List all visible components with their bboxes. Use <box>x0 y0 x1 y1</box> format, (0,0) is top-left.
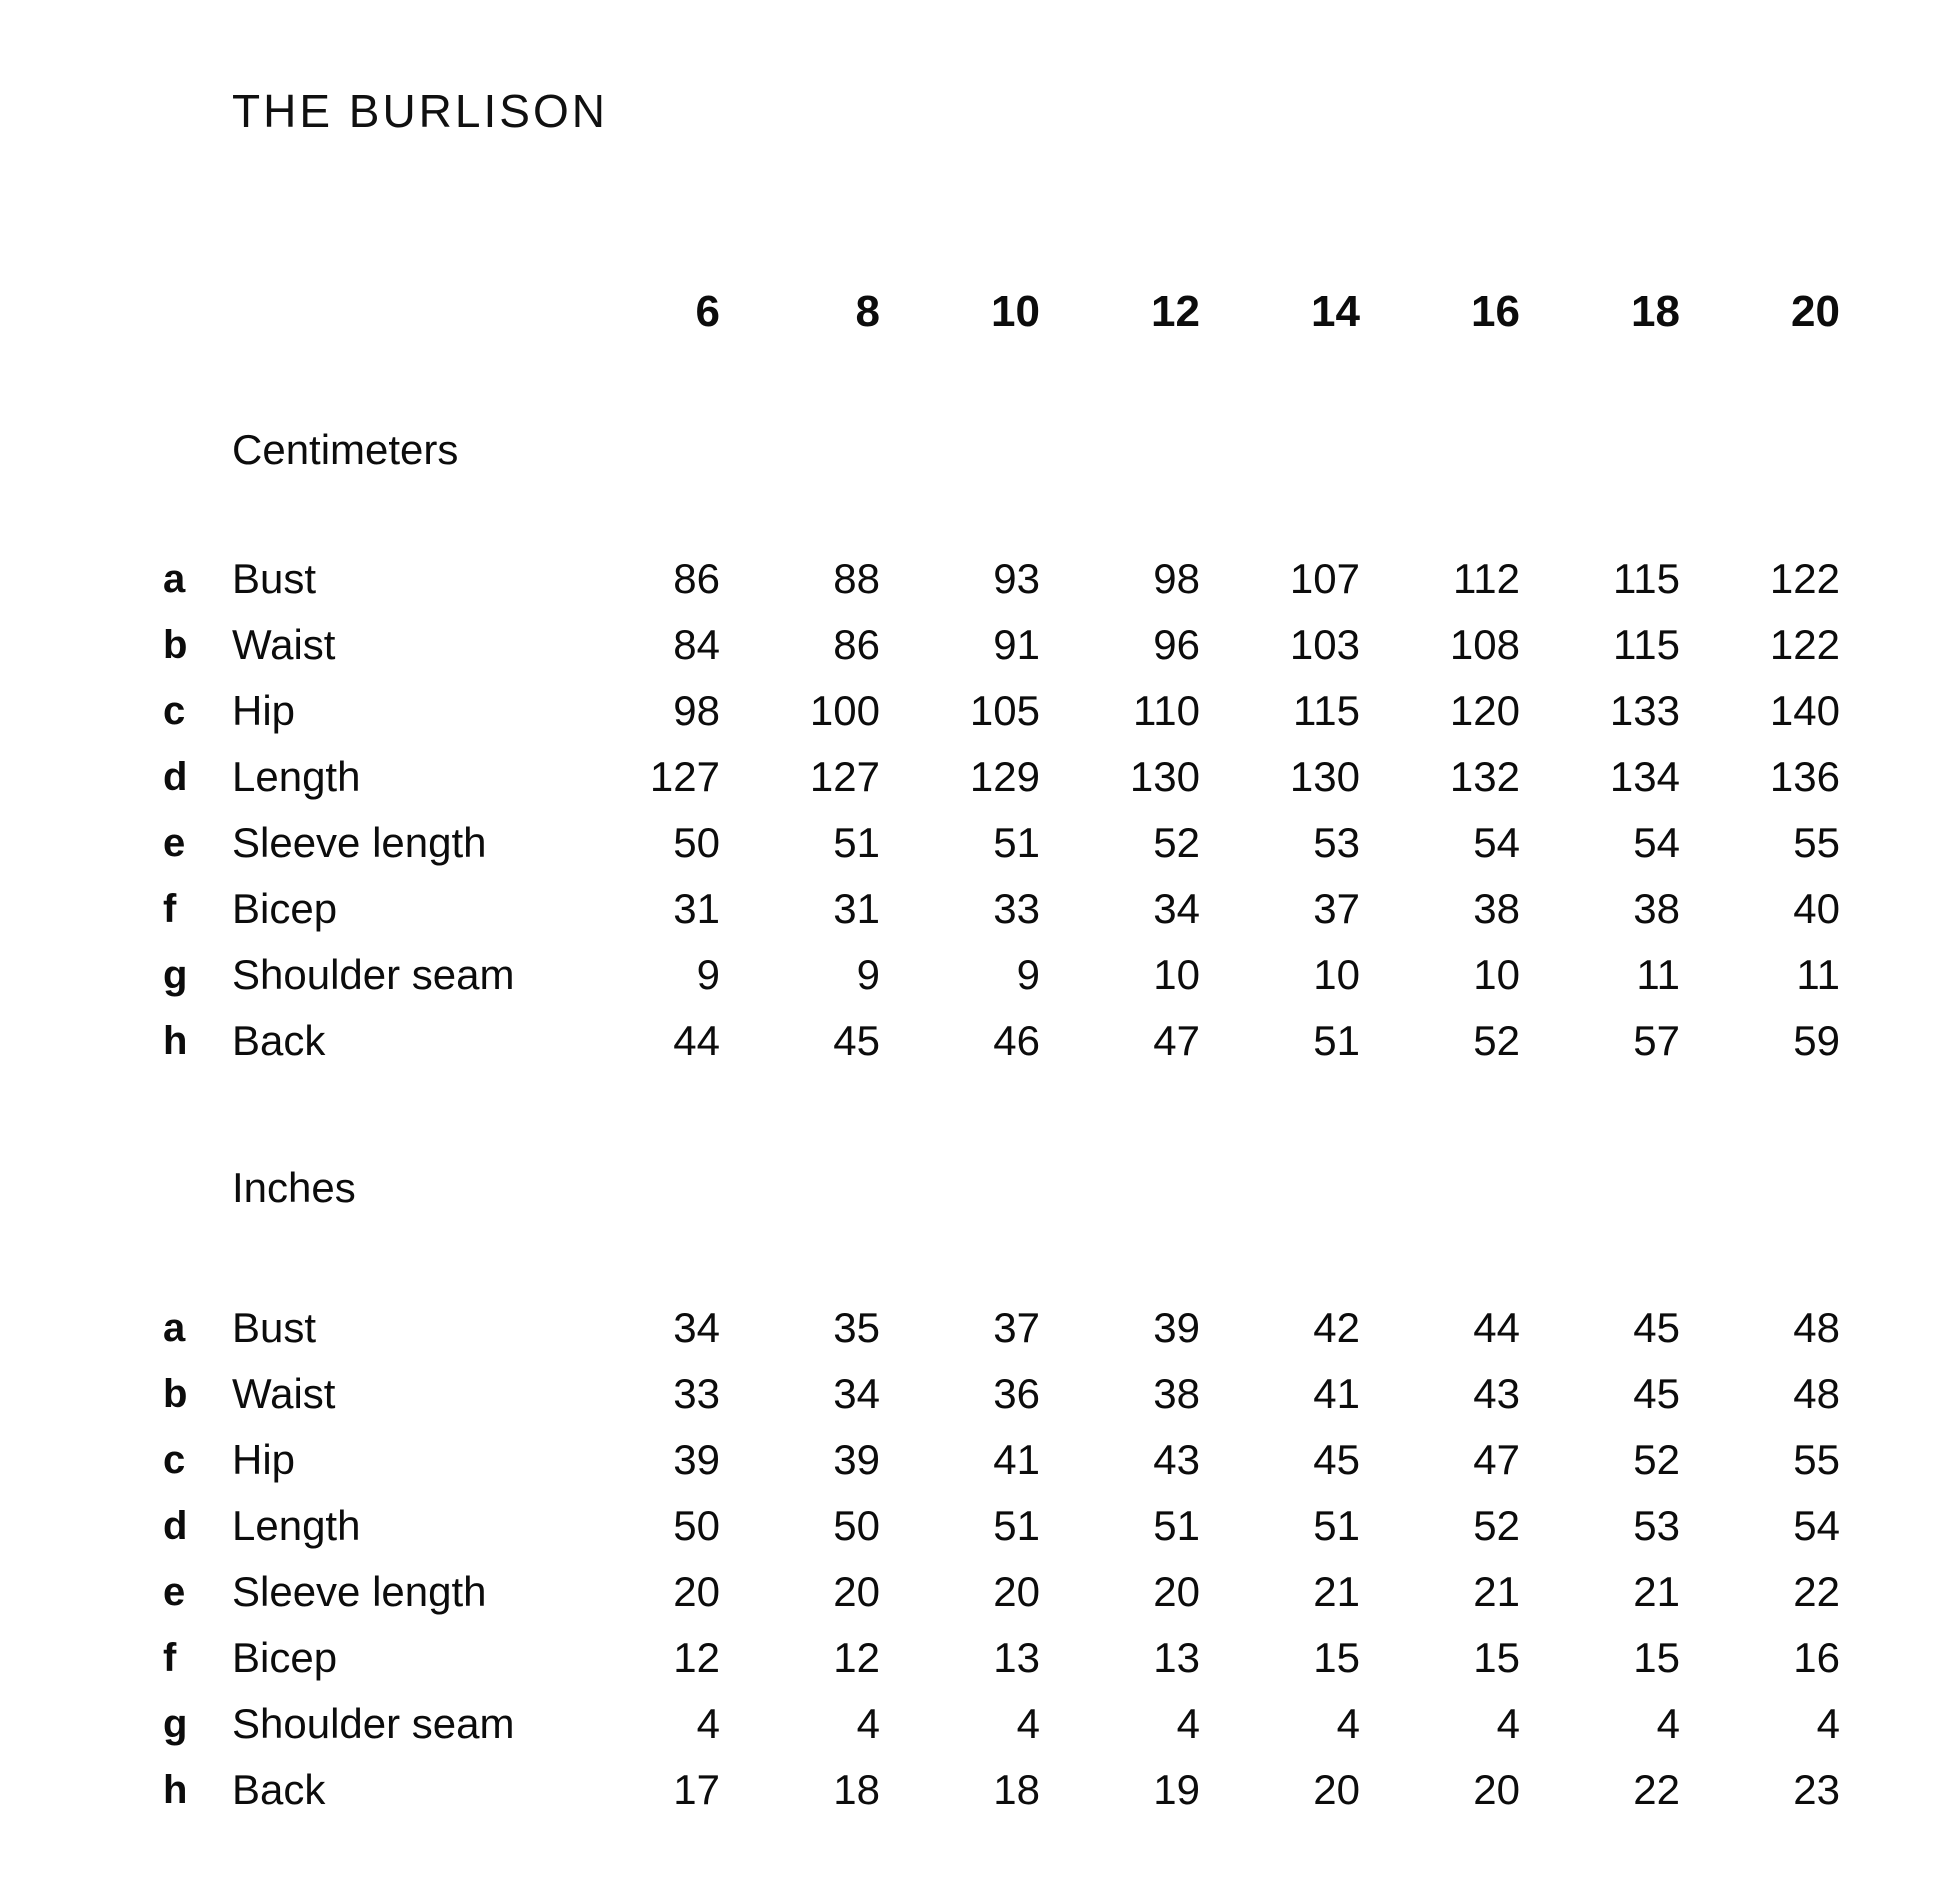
value-cell: 51 <box>993 1502 1040 1549</box>
value-cell: 59 <box>1793 1017 1840 1064</box>
value-cell: 10 <box>1473 951 1520 998</box>
value-cell: 130 <box>1289 753 1360 800</box>
value-cell: 4 <box>696 1700 720 1747</box>
row-letter: d <box>163 1504 188 1548</box>
value-cell: 136 <box>1769 753 1840 800</box>
value-cell: 134 <box>1609 753 1680 800</box>
value-cell: 4 <box>1176 1700 1200 1747</box>
row-label: Length <box>232 753 361 800</box>
row-label: Bust <box>232 555 317 602</box>
row-label: Back <box>232 1766 326 1813</box>
row-label: Waist <box>232 621 336 668</box>
value-cell: 108 <box>1449 621 1520 668</box>
row-label: Length <box>232 1502 361 1549</box>
value-cell: 20 <box>673 1568 720 1615</box>
unit-label-row <box>150 417 1946 483</box>
value-cell: 37 <box>993 1304 1040 1351</box>
value-cell: 39 <box>673 1436 720 1483</box>
table-row <box>150 1427 1946 1493</box>
row-letter: d <box>163 755 188 799</box>
value-cell: 51 <box>1153 1502 1200 1549</box>
row-letter: g <box>163 1702 188 1746</box>
value-cell: 103 <box>1289 621 1360 668</box>
value-cell: 120 <box>1449 687 1520 734</box>
value-cell: 20 <box>833 1568 880 1615</box>
value-cell: 53 <box>1633 1502 1680 1549</box>
value-cell: 35 <box>833 1304 880 1351</box>
value-cell: 86 <box>833 621 880 668</box>
table-row <box>150 1295 1946 1361</box>
value-cell: 11 <box>1796 951 1840 998</box>
value-cell: 46 <box>993 1017 1040 1064</box>
value-cell: 52 <box>1633 1436 1680 1483</box>
value-cell: 22 <box>1793 1568 1840 1615</box>
value-cell: 132 <box>1449 753 1520 800</box>
value-cell: 17 <box>673 1766 720 1813</box>
value-cell: 15 <box>1313 1634 1360 1681</box>
table-row <box>150 1691 1946 1757</box>
value-cell: 13 <box>1153 1634 1200 1681</box>
value-cell: 39 <box>833 1436 880 1483</box>
table-row <box>150 678 1946 744</box>
value-cell: 4 <box>1656 1700 1680 1747</box>
table-row <box>150 810 1946 876</box>
row-letter: g <box>163 953 188 997</box>
value-cell: 91 <box>993 621 1040 668</box>
value-cell: 51 <box>1313 1502 1360 1549</box>
value-cell: 33 <box>993 885 1040 932</box>
row-letter: h <box>163 1019 188 1063</box>
value-cell: 54 <box>1793 1502 1840 1549</box>
row-label: Hip <box>232 687 296 734</box>
value-cell: 98 <box>673 687 720 734</box>
value-cell: 54 <box>1633 819 1680 866</box>
value-cell: 52 <box>1473 1502 1520 1549</box>
value-cell: 110 <box>1133 687 1200 734</box>
section-centimeters <box>150 417 1946 1074</box>
value-cell: 34 <box>833 1370 880 1417</box>
value-cell: 22 <box>1633 1766 1680 1813</box>
value-cell: 133 <box>1609 687 1680 734</box>
row-label: Shoulder seam <box>232 951 515 998</box>
table-row <box>150 1493 1946 1559</box>
value-cell: 4 <box>1016 1700 1040 1747</box>
row-label: Shoulder seam <box>232 1700 515 1747</box>
value-cell: 55 <box>1793 819 1840 866</box>
section-rows <box>150 546 1946 1074</box>
value-cell: 50 <box>673 1502 720 1549</box>
row-letter: b <box>163 1372 188 1416</box>
value-cell: 31 <box>833 885 880 932</box>
table-row <box>150 942 1946 1008</box>
value-cell: 115 <box>1293 687 1360 734</box>
row-letter: b <box>163 623 188 667</box>
value-cell: 12 <box>673 1634 720 1681</box>
value-cell: 31 <box>673 885 720 932</box>
value-cell: 39 <box>1153 1304 1200 1351</box>
row-label: Bicep <box>232 885 338 932</box>
row-letter: f <box>163 887 177 931</box>
section-inches <box>150 1155 1946 1823</box>
value-cell: 36 <box>993 1370 1040 1417</box>
value-cell: 20 <box>993 1568 1040 1615</box>
value-cell: 47 <box>1473 1436 1520 1483</box>
size-column-header: 8 <box>855 287 880 336</box>
table-row <box>150 1625 1946 1691</box>
row-label: Hip <box>232 1436 296 1483</box>
value-cell: 18 <box>833 1766 880 1813</box>
value-cell: 45 <box>1633 1304 1680 1351</box>
page-title: THE BURLISON <box>232 85 608 137</box>
unit-label-centimeters: Centimeters <box>232 426 459 473</box>
row-letter: h <box>163 1768 188 1812</box>
value-cell: 21 <box>1633 1568 1680 1615</box>
size-column-header: 14 <box>1311 287 1360 336</box>
value-cell: 42 <box>1313 1304 1360 1351</box>
value-cell: 10 <box>1153 951 1200 998</box>
value-cell: 44 <box>673 1017 720 1064</box>
value-cell: 105 <box>969 687 1040 734</box>
size-column-header: 20 <box>1791 287 1840 336</box>
value-cell: 4 <box>1816 1700 1840 1747</box>
value-cell: 9 <box>1016 951 1040 998</box>
value-cell: 38 <box>1153 1370 1200 1417</box>
value-cell: 19 <box>1153 1766 1200 1813</box>
table-row <box>150 744 1946 810</box>
value-cell: 9 <box>696 951 720 998</box>
table-row <box>150 546 1946 612</box>
row-letter: e <box>163 1570 186 1614</box>
value-cell: 50 <box>673 819 720 866</box>
value-cell: 20 <box>1473 1766 1520 1813</box>
value-cell: 57 <box>1633 1017 1680 1064</box>
value-cell: 21 <box>1473 1568 1520 1615</box>
value-cell: 20 <box>1153 1568 1200 1615</box>
row-letter: f <box>163 1636 177 1680</box>
value-cell: 86 <box>673 555 720 602</box>
value-cell: 122 <box>1769 555 1840 602</box>
table-row <box>150 1008 1946 1074</box>
value-cell: 51 <box>833 819 880 866</box>
size-column-header: 10 <box>991 287 1040 336</box>
value-cell: 9 <box>856 951 880 998</box>
value-cell: 4 <box>1336 1700 1360 1747</box>
value-cell: 43 <box>1473 1370 1520 1417</box>
table-row <box>150 1361 1946 1427</box>
value-cell: 112 <box>1453 555 1520 602</box>
value-cell: 84 <box>673 621 720 668</box>
value-cell: 115 <box>1613 555 1680 602</box>
table-row <box>150 612 1946 678</box>
value-cell: 12 <box>833 1634 880 1681</box>
value-cell: 4 <box>1496 1700 1520 1747</box>
value-cell: 13 <box>993 1634 1040 1681</box>
value-cell: 23 <box>1793 1766 1840 1813</box>
row-label: Sleeve length <box>232 1568 487 1615</box>
value-cell: 127 <box>649 753 720 800</box>
size-column-header: 12 <box>1151 287 1200 336</box>
value-cell: 15 <box>1473 1634 1520 1681</box>
row-label: Sleeve length <box>232 819 487 866</box>
value-cell: 38 <box>1633 885 1680 932</box>
value-cell: 129 <box>969 753 1040 800</box>
value-cell: 16 <box>1793 1634 1840 1681</box>
value-cell: 48 <box>1793 1304 1840 1351</box>
value-cell: 45 <box>1313 1436 1360 1483</box>
value-cell: 18 <box>993 1766 1040 1813</box>
row-letter: a <box>163 1306 186 1350</box>
value-cell: 50 <box>833 1502 880 1549</box>
value-cell: 51 <box>1313 1017 1360 1064</box>
value-cell: 41 <box>993 1436 1040 1483</box>
value-cell: 122 <box>1769 621 1840 668</box>
value-cell: 93 <box>993 555 1040 602</box>
value-cell: 20 <box>1313 1766 1360 1813</box>
value-cell: 40 <box>1793 885 1840 932</box>
value-cell: 44 <box>1473 1304 1520 1351</box>
value-cell: 43 <box>1153 1436 1200 1483</box>
value-cell: 21 <box>1313 1568 1360 1615</box>
unit-label-row <box>150 1155 1946 1221</box>
value-cell: 34 <box>673 1304 720 1351</box>
row-label: Back <box>232 1017 326 1064</box>
value-cell: 55 <box>1793 1436 1840 1483</box>
table-row <box>150 1559 1946 1625</box>
value-cell: 33 <box>673 1370 720 1417</box>
unit-label-inches: Inches <box>232 1164 356 1211</box>
size-column-header: 6 <box>695 287 720 336</box>
value-cell: 54 <box>1473 819 1520 866</box>
value-cell: 52 <box>1473 1017 1520 1064</box>
section-rows <box>150 1295 1946 1823</box>
value-cell: 4 <box>856 1700 880 1747</box>
row-letter: c <box>163 1438 186 1482</box>
size-column-header: 18 <box>1631 287 1680 336</box>
value-cell: 38 <box>1473 885 1520 932</box>
value-cell: 34 <box>1153 885 1200 932</box>
value-cell: 98 <box>1153 555 1200 602</box>
table-row <box>150 1757 1946 1823</box>
value-cell: 115 <box>1613 621 1680 668</box>
value-cell: 127 <box>809 753 880 800</box>
value-cell: 41 <box>1313 1370 1360 1417</box>
size-column-header: 16 <box>1471 287 1520 336</box>
value-cell: 37 <box>1313 885 1360 932</box>
row-letter: e <box>163 821 186 865</box>
row-label: Bust <box>232 1304 317 1351</box>
value-cell: 107 <box>1289 555 1360 602</box>
row-letter: a <box>163 557 186 601</box>
row-label: Waist <box>232 1370 336 1417</box>
value-cell: 88 <box>833 555 880 602</box>
size-header-row <box>150 279 1946 345</box>
value-cell: 53 <box>1313 819 1360 866</box>
row-letter: c <box>163 689 186 733</box>
table-row <box>150 876 1946 942</box>
value-cell: 130 <box>1129 753 1200 800</box>
value-cell: 51 <box>993 819 1040 866</box>
row-label: Bicep <box>232 1634 338 1681</box>
value-cell: 96 <box>1153 621 1200 668</box>
value-cell: 52 <box>1153 819 1200 866</box>
value-cell: 11 <box>1636 951 1680 998</box>
value-cell: 140 <box>1769 687 1840 734</box>
value-cell: 100 <box>809 687 880 734</box>
value-cell: 15 <box>1633 1634 1680 1681</box>
value-cell: 45 <box>1633 1370 1680 1417</box>
value-cell: 47 <box>1153 1017 1200 1064</box>
value-cell: 10 <box>1313 951 1360 998</box>
value-cell: 48 <box>1793 1370 1840 1417</box>
value-cell: 45 <box>833 1017 880 1064</box>
